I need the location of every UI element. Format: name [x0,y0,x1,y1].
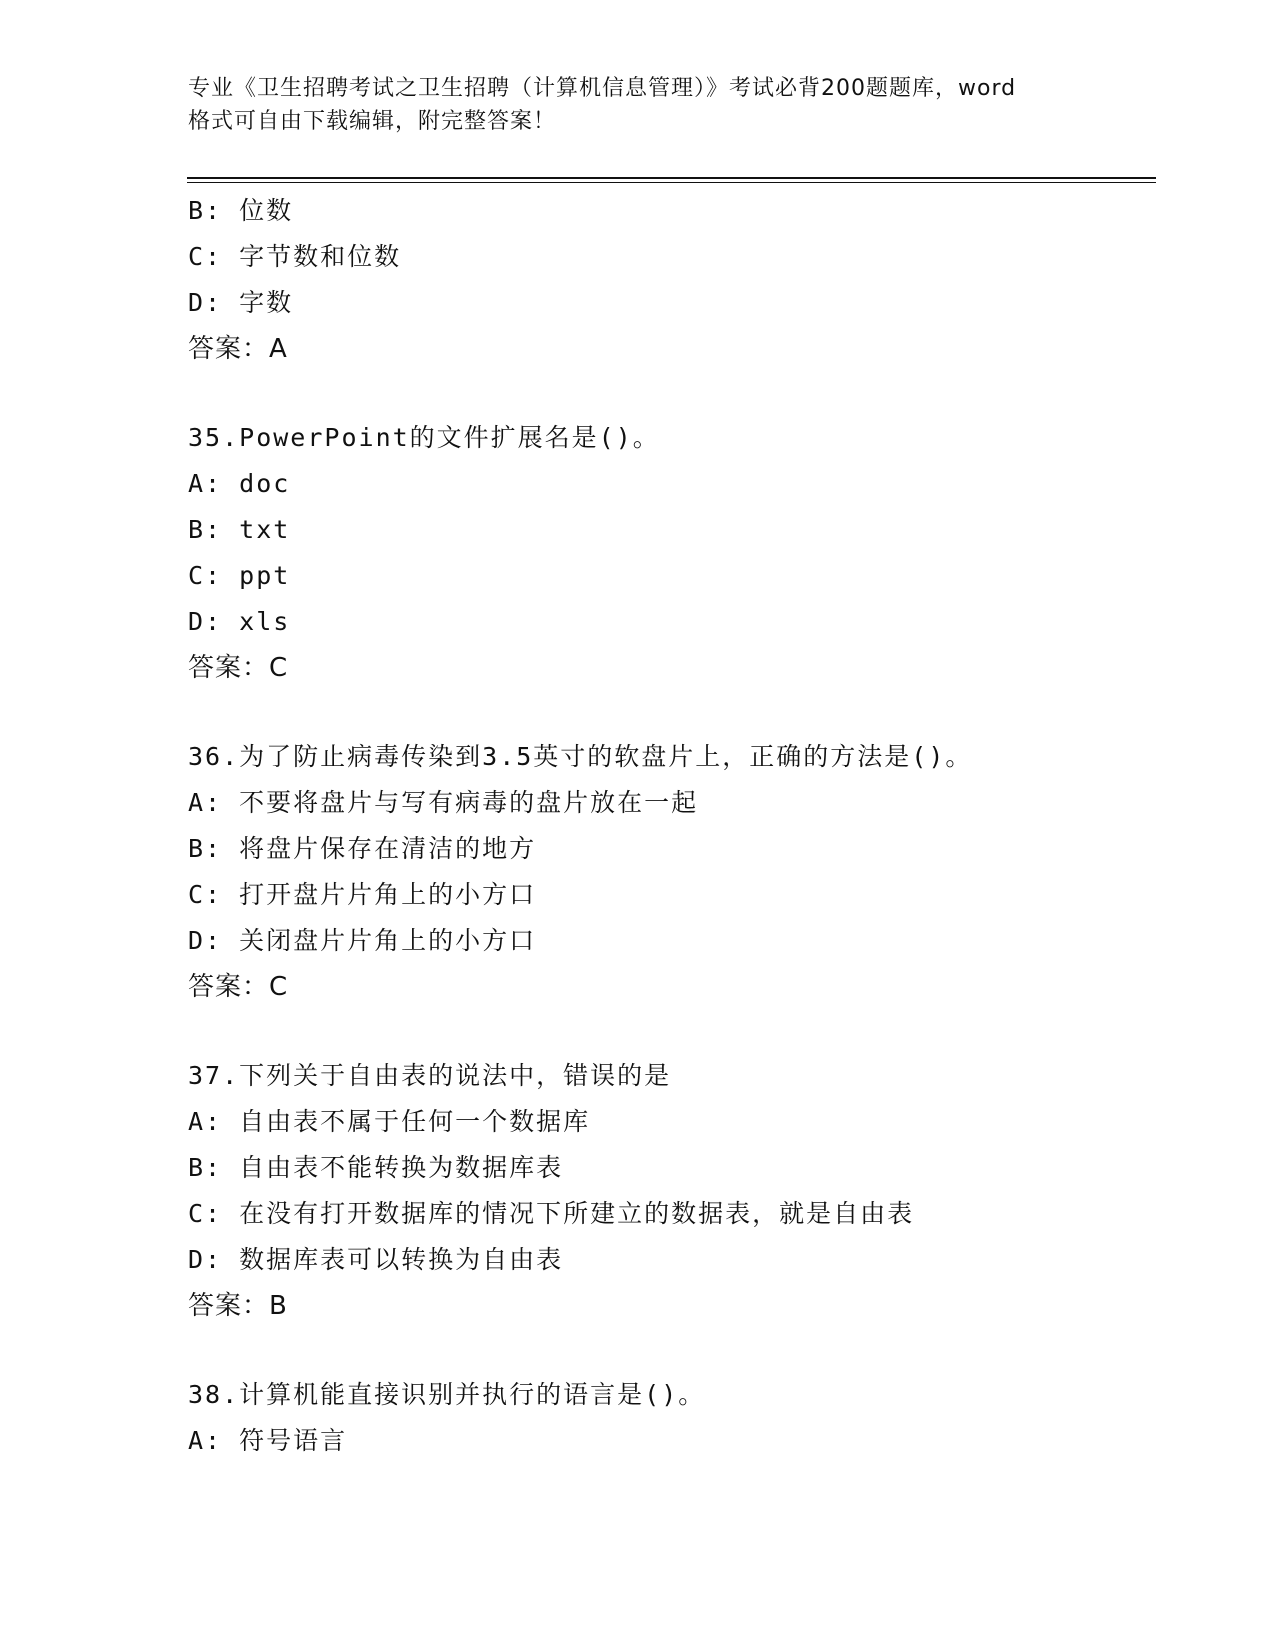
answer: 答案：A [188,334,288,364]
question-stem: 38.计算机能直接识别并执行的语言是()。 [188,1380,706,1409]
option-c: C: ppt [188,561,291,590]
answer: 答案：C [188,653,289,683]
question-list [188,188,1148,1464]
header-divider-thin [187,182,1156,183]
option-b: B: 自由表不能转换为数据库表 [188,1153,564,1182]
question-stem: 36.为了防止病毒传染到3.5英寸的软盘片上，正确的方法是()。 [188,742,973,771]
option-a: A: 符号语言 [188,1426,348,1455]
spacer [188,372,1148,415]
question-stem: 37.下列关于自由表的说法中，错误的是 [188,1061,672,1090]
option-d: D: 字数 [188,288,294,317]
option-c: C: 字节数和位数 [188,242,402,271]
option-b: B: 位数 [188,196,294,225]
option-d: D: 数据库表可以转换为自由表 [188,1245,564,1274]
question-35 [188,415,1148,691]
option-b: B: 将盘片保存在清洁的地方 [188,834,537,863]
question-37 [188,1053,1148,1329]
header-divider [187,177,1156,179]
question-38 [188,1372,1148,1464]
spacer [188,1010,1148,1053]
spacer [188,691,1148,734]
option-d: D: xls [188,607,291,636]
option-a: A: 不要将盘片与写有病毒的盘片放在一起 [188,788,699,817]
spacer [188,1329,1148,1372]
answer: 答案：C [188,972,289,1002]
option-d: D: 关闭盘片片角上的小方口 [188,926,537,955]
answer: 答案：B [188,1291,288,1321]
document-header [188,72,1088,138]
option-b: B: txt [188,515,291,544]
option-a: A: doc [188,469,291,498]
option-a: A: 自由表不属于任何一个数据库 [188,1107,591,1136]
question-stem: 35.PowerPoint的文件扩展名是()。 [188,423,660,452]
header-line-1: 专业《卫生招聘考试之卫生招聘（计算机信息管理）》考试必背200题题库，word [188,76,1017,101]
question-36 [188,734,1148,1010]
option-c: C: 打开盘片片角上的小方口 [188,880,537,909]
option-c: C: 在没有打开数据库的情况下所建立的数据表，就是自由表 [188,1199,915,1228]
question-34-continued [188,188,1148,372]
header-line-2: 格式可自由下载编辑，附完整答案！ [188,109,557,134]
